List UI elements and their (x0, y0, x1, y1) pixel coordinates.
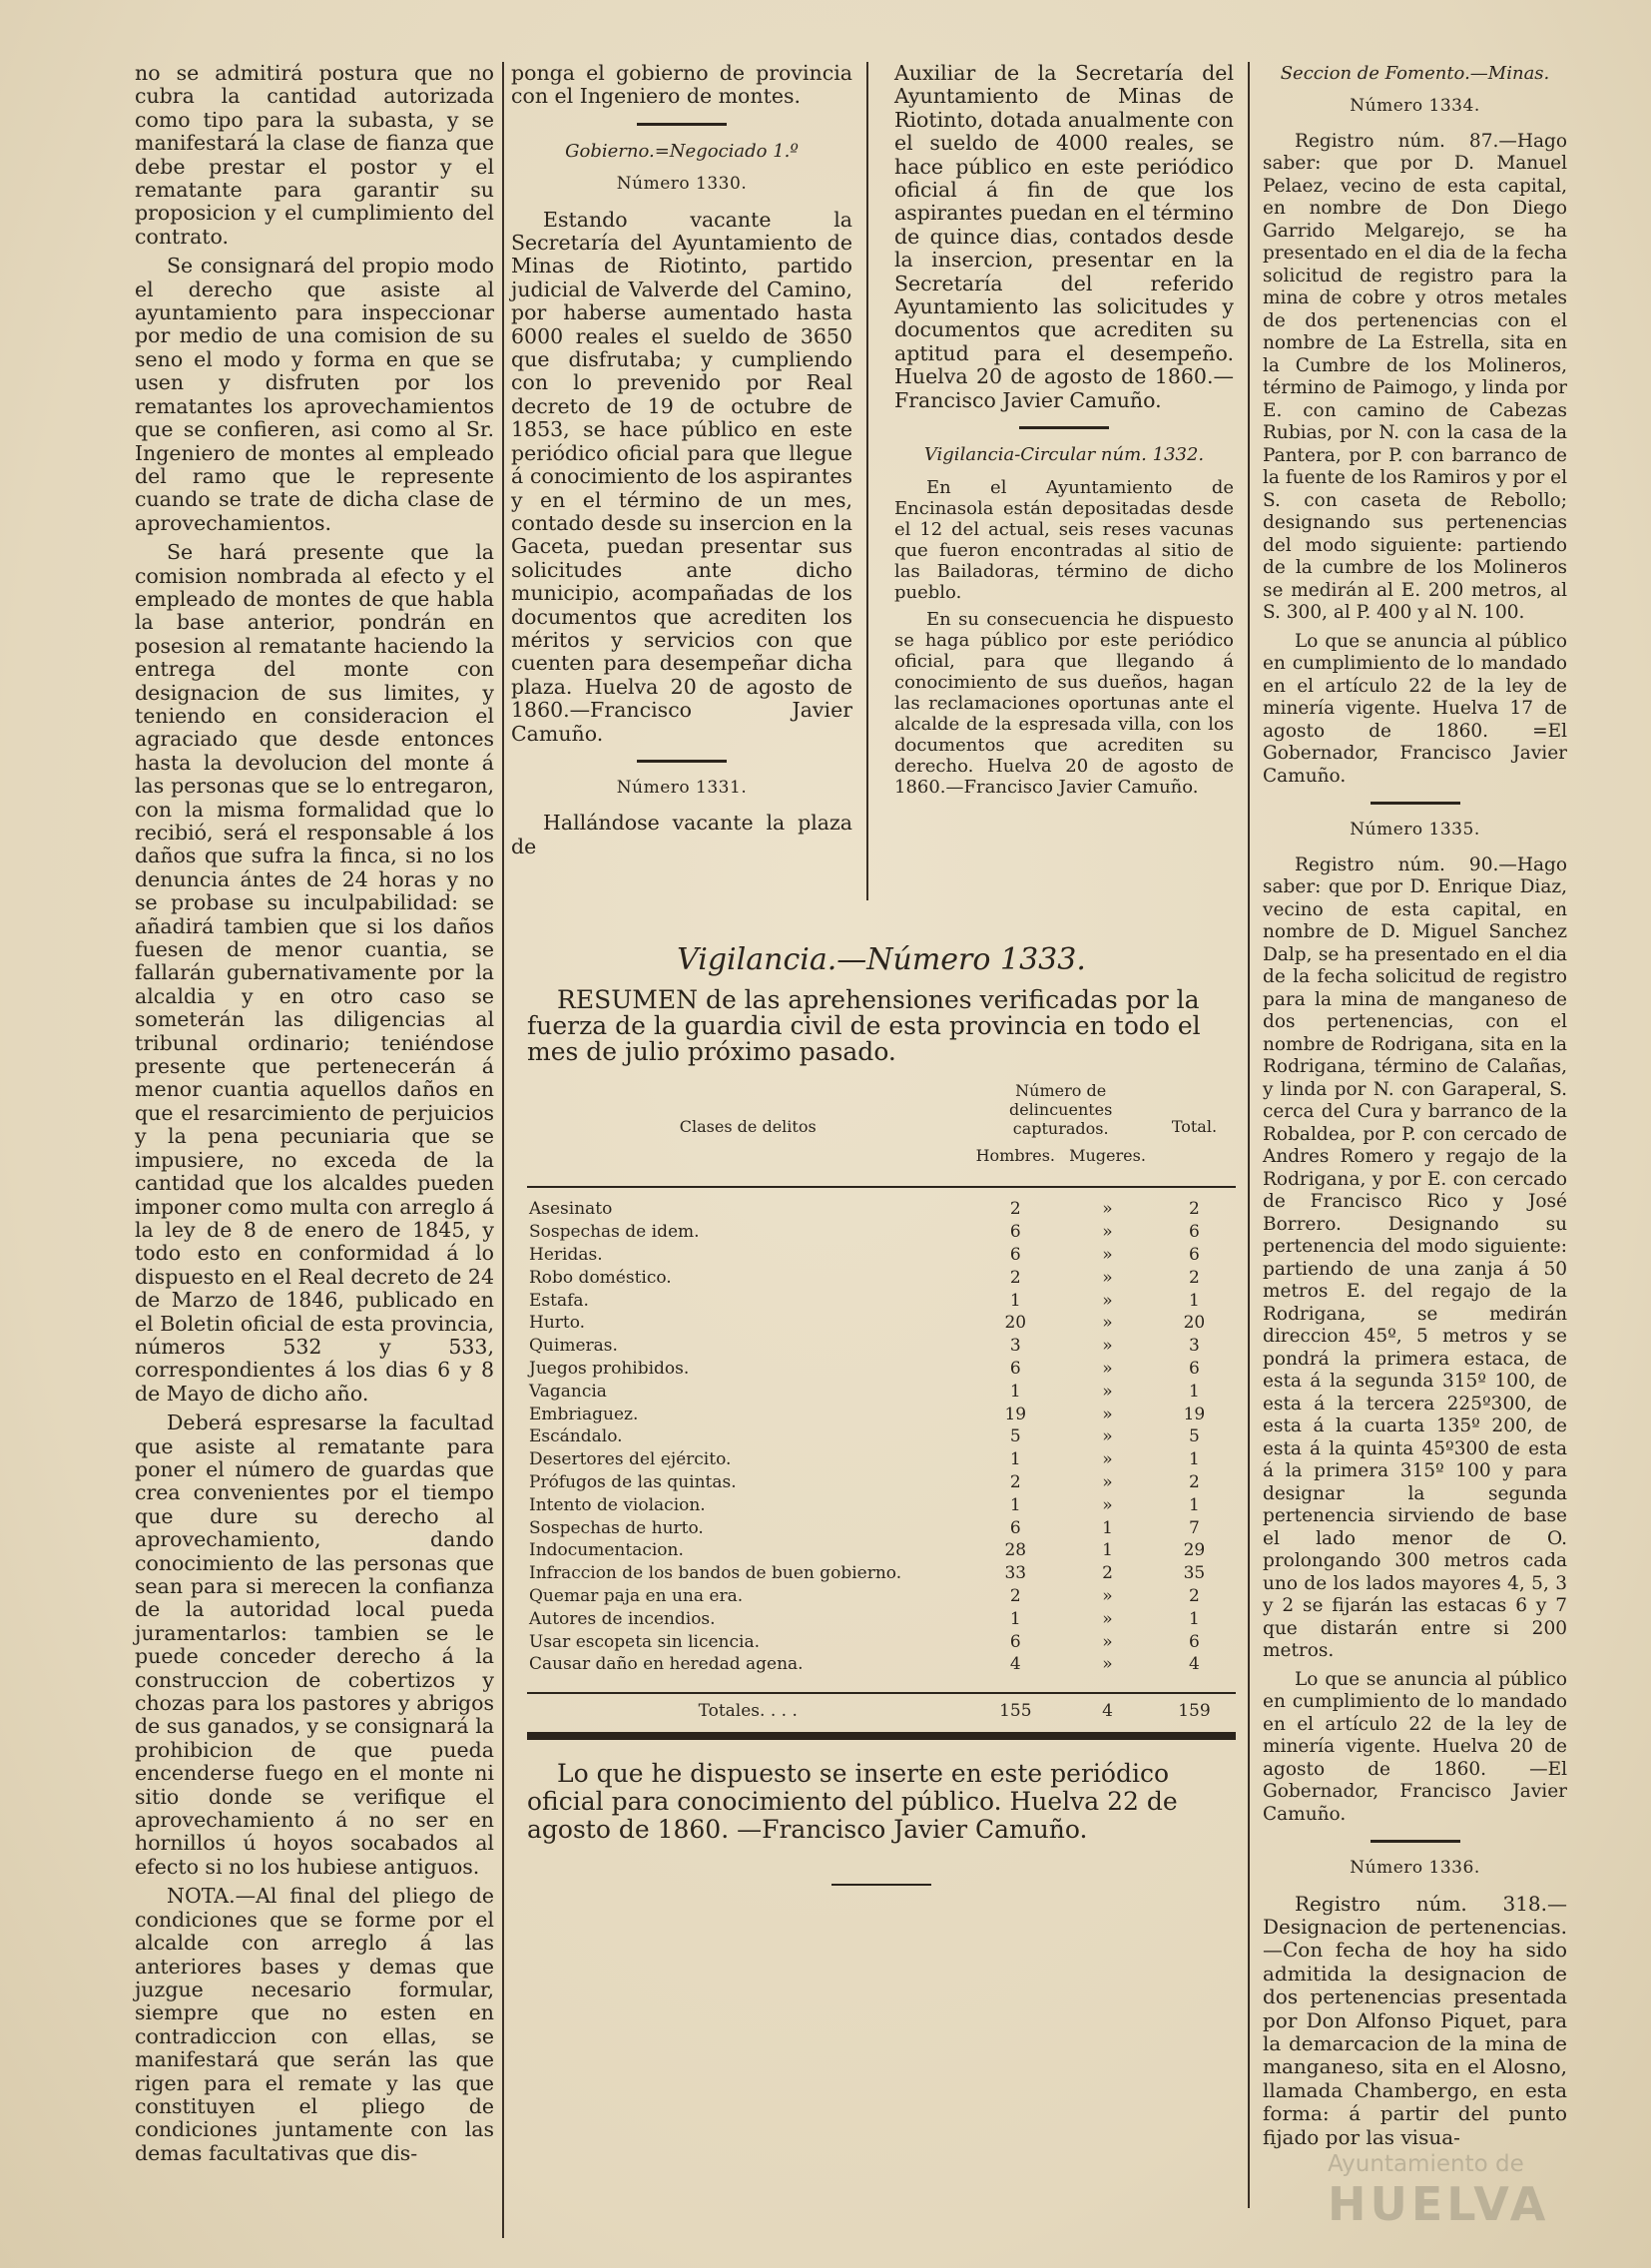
table-row (527, 1425, 1236, 1448)
cell-total: 1 (1189, 1381, 1200, 1402)
column-rule (1248, 62, 1250, 2208)
cell-mugeres: » (1102, 1449, 1113, 1470)
cell-total: 5 (1189, 1426, 1200, 1447)
cell-mugeres: » (1102, 1381, 1113, 1402)
paragraph: Se consignará del propio modo el derecho que asiste al ayuntamiento para inspeccionar por medio de una comision de su seno el modo y forma en que se usen y disfruten por los rematantes los aprovechamientos que se confieren, asi como al Sr. Ingeniero de montes al empleado del ramo que le represente cuando se trate de dicha clase de aprovechamientos. (135, 254, 494, 535)
cell-total: 2 (1189, 1471, 1200, 1492)
totals-mugeres: 4 (1102, 1700, 1113, 1721)
table-row (527, 1448, 1236, 1471)
paragraph: Hallándose vacante la plaza de (511, 811, 852, 858)
paragraph: NOTA.—Al final del pliego de condiciones que se forme por el alcalde con arreglo á las anteriores bases y demas que juzgue necesario formular, siempre que no esten en contradiccion con ellas, se manifestará que serán las que rigen para el remate y las que constituyen el pliego de condiciones juntamente con las demas facultativas que dis- (135, 1884, 494, 2165)
number-heading: Número 1330. (616, 174, 748, 195)
summary-intro: RESUMEN de las aprehensiones verificadas por la fuerza de la guardia civil de esta provincia en todo el mes de julio próximo pasado. (527, 985, 1201, 1066)
number-heading: Número 1331. (616, 777, 748, 798)
cell-total: 1 (1189, 1494, 1200, 1515)
cell-delito: Hurto. (529, 1313, 586, 1334)
cell-total: 6 (1189, 1244, 1200, 1265)
cell-mugeres: » (1102, 1585, 1113, 1606)
cell-delito: Usar escopeta sin licencia. (529, 1631, 760, 1652)
separator (1371, 802, 1460, 805)
watermark-line-1: Ayuntamiento de (1328, 2151, 1524, 2177)
header-total: Total. (1171, 1117, 1218, 1136)
table-row (527, 1403, 1236, 1425)
header-group: Número de delincuentes capturados. (1008, 1081, 1113, 1138)
cell-mugeres: » (1102, 1494, 1113, 1515)
separator (1019, 426, 1109, 429)
column-rule (502, 62, 504, 2238)
table-row (527, 1358, 1236, 1381)
table-row (527, 1244, 1236, 1267)
cell-hombres: 6 (1009, 1222, 1021, 1243)
paragraph: Lo que se anuncia al público en cumplimiento de lo mandado en el artículo 22 de la ley de minería vigente. Huelva 17 de agosto de 1860. =El Gobernador, Francisco Javier Camuño. (1263, 630, 1567, 787)
paragraph: Deberá espresarse la facultad que asiste al rematante para poner el número de guardas que crea convenientes por el tiempo que dure su derecho al aprovechamiento, dando conocimiento de las personas que sean para si merecen la confianza de la autoridad local pueda juramentarlos: tambien se le puede conceder derecho á la construccion de cobertizos y chozas para los pastores y abrigos de sus ganados, y se consignará la prohibicion de que pueda encenderse fuego en el monte ni sitio donde se verifique el aprovechamiento á no ser en hornillos ú hoyos socabados al efecto si no los hubiese antiguos. (135, 1411, 494, 1879)
cell-delito: Escándalo. (529, 1426, 623, 1447)
table-row (527, 1289, 1236, 1312)
cell-hombres: 20 (1004, 1313, 1027, 1334)
cell-total: 6 (1189, 1631, 1200, 1652)
cell-total: 4 (1189, 1654, 1200, 1675)
table-row (527, 1471, 1236, 1494)
cell-delito: Sospechas de idem. (529, 1222, 700, 1243)
totals-hombres: 155 (999, 1700, 1032, 1721)
number-heading: Número 1335. (1350, 820, 1480, 841)
cell-hombres: 5 (1009, 1426, 1021, 1447)
cell-delito: Quimeras. (529, 1336, 618, 1357)
cell-mugeres: » (1102, 1404, 1113, 1424)
cell-delito: Robo doméstico. (529, 1267, 672, 1288)
cell-total: 2 (1189, 1585, 1200, 1606)
cell-mugeres: » (1102, 1313, 1113, 1334)
cell-total: 3 (1189, 1336, 1200, 1357)
arrests-table (527, 1081, 1236, 1728)
closing-paragraph: Lo que he dispuesto se inserte en este periódico oficial para conocimiento del público. Huelva 22 de agosto de 1860. —Francisco Javier Camuño. (527, 1758, 1178, 1844)
cell-hombres: 4 (1009, 1654, 1021, 1675)
cell-delito: Causar daño en heredad agena. (529, 1654, 804, 1675)
section-heading: Vigilancia.—Número 1333. (677, 942, 1086, 977)
cell-delito: Sospechas de hurto. (529, 1517, 704, 1538)
cell-mugeres: » (1102, 1199, 1113, 1220)
cell-total: 19 (1183, 1404, 1206, 1424)
cell-mugeres: » (1102, 1358, 1113, 1379)
cell-mugeres: » (1102, 1608, 1113, 1629)
cell-total: 1 (1189, 1290, 1200, 1311)
table-row (527, 1198, 1236, 1221)
table-row (527, 1653, 1236, 1676)
archive-watermark (1248, 2151, 1567, 2231)
cell-total: 7 (1189, 1517, 1200, 1538)
cell-delito: Heridas. (529, 1244, 603, 1265)
cell-hombres: 6 (1009, 1631, 1021, 1652)
cell-mugeres: » (1102, 1290, 1113, 1311)
cell-total: 2 (1189, 1267, 1200, 1288)
paragraph: Se hará presente que la comision nombrada al efecto y el empleado de montes de que habla la base anterior, pondrán en posesion al rematante haciendo la entrega del monte con designacion de sus limites, y teniendo en consideracion el agraciado que desde entonces hasta la devolucion del monte á las personas que se lo entregaron, con la misma formalidad que lo recibió, será el responsable á los daños que sufra la finca, si no los denuncia ántes de 24 horas y no se probase su inculpabilidad: se añadirá tambien que si los daños fuesen de menor cuantia, se fallarán gubernativamente por la alcaldia y en otro caso se someterán las diligencias al tribunal ordinario; teniéndose presente que pertenecerán á menor cuantia aquellos daños en que el resarcimiento de perjuicios y la pena pecuniaria que se impusiere, no exceda de la cantidad que los alcaldes pueden imponer como multa con arreglo á la ley de 8 de enero de 1845, y todo esto en conformidad á lo dispuesto en el Real decreto de 24 de Marzo de 1846, publicado en el Boletin oficial de esta provincia, números 532 y 533, correspondientes á los dias 6 y 8 de Mayo de dicho año. (135, 540, 494, 1406)
watermark-line-2: HUELVA (1328, 2177, 1550, 2231)
section-heading: Gobierno.=Negociado 1.º (565, 140, 799, 162)
cell-total: 6 (1189, 1222, 1200, 1243)
table-bottom-rule (527, 1732, 1236, 1740)
cell-delito: Indocumentacion. (529, 1540, 684, 1561)
cell-delito: Embriaguez. (529, 1404, 639, 1424)
number-heading: Número 1334. (1350, 96, 1480, 117)
table-row (527, 1266, 1236, 1289)
cell-hombres: 19 (1004, 1404, 1027, 1424)
column-1 (135, 62, 494, 2171)
cell-hombres: 33 (1004, 1563, 1027, 1584)
cell-mugeres: » (1102, 1244, 1113, 1265)
cell-delito: Juegos prohibidos. (529, 1358, 690, 1379)
paragraph: Registro núm. 87.—Hago saber: que por D. Manuel Pelaez, vecino de esta capital, en nombre de Don Diego Garrido Melgarejo, se ha presentado en el dia de la fecha solicitud de registro para la mina de cobre y otros metales de dos pertenencias con el nombre de La Estrella, sita en la Cumbre de los Molineros, término de Paimogo, y linda por E. con camino de Cabezas Rubias, por N. con la casa de la Pantera, por P. con barranco de la fuente de los Ramiros y por el S. con caseta de Rebollo; designando sus pertenencias del modo siguiente: partiendo de la cumbre de los Molineros se medirán al E. 200 metros, al S. 300, al P. 400 y al N. 100. (1263, 130, 1567, 624)
cell-delito: Quemar paja en una era. (529, 1585, 744, 1606)
paragraph: Estando vacante la Secretaría del Ayuntamiento de Minas de Riotinto, partido judicial de Valverde del Camino, por haberse aumentado hasta 6000 reales el sueldo de 3650 que disfrutaba; y cumpliendo con lo prevenido por Real decreto de 19 de octubre de 1853, se hace público en este periódico oficial para que llegue á conocimiento de los aspirantes y en el término de un mes, contado desde su insercion en la Gaceta, puedan presentar sus solicitudes ante dicho municipio, acompañadas de los documentos que acrediten los méritos y servicios con que cuenten para desempeñar dicha plaza. Huelva 20 de agosto de 1860.—Francisco Javier Camuño. (511, 207, 852, 746)
paragraph: ponga el gobierno de provincia con el Ingeniero de montes. (511, 61, 852, 109)
separator (1371, 1840, 1460, 1843)
cell-mugeres: » (1102, 1471, 1113, 1492)
cell-delito: Autores de incendios. (529, 1608, 716, 1629)
paragraph: En su consecuencia he dispuesto se haga público por este periódico oficial, para que llegando á conocimiento de sus dueños, hagan las reclamaciones oportunas ante el alcalde de la espresada villa, con los documentos que acrediten su derecho. Huelva 20 de agosto de 1860.—Francisco Javier Camuño. (894, 608, 1234, 798)
cell-mugeres: » (1102, 1426, 1113, 1447)
cell-delito: Intento de violacion. (529, 1494, 706, 1515)
cell-mugeres: » (1102, 1336, 1113, 1357)
cell-hombres: 1 (1009, 1608, 1021, 1629)
cell-total: 1 (1189, 1608, 1200, 1629)
cell-mugeres: » (1102, 1631, 1113, 1652)
cell-delito: Estafa. (529, 1290, 589, 1311)
cell-mugeres: 1 (1102, 1540, 1113, 1561)
cell-delito: Desertores del ejército. (529, 1449, 732, 1470)
table-row (527, 1585, 1236, 1608)
cell-hombres: 6 (1009, 1517, 1021, 1538)
cell-total: 2 (1189, 1199, 1200, 1220)
cell-hombres: 2 (1009, 1585, 1021, 1606)
number-heading: Número 1336. (1350, 1858, 1480, 1879)
table-row (527, 1539, 1236, 1562)
cell-delito: Prófugos de las quintas. (529, 1471, 737, 1492)
paragraph: En el Ayuntamiento de Encinasola están depositadas desde el 12 del actual, seis reses vacunas que fueron encontradas al sitio de las Bailadoras, término de dicho pueblo. (894, 476, 1234, 603)
header-hombres: Hombres. (975, 1145, 1055, 1165)
table-row (527, 1493, 1236, 1516)
cell-total: 1 (1189, 1449, 1200, 1470)
cell-hombres: 3 (1009, 1336, 1021, 1357)
cell-hombres: 2 (1009, 1267, 1021, 1288)
column-2 (511, 62, 852, 864)
section-heading: Seccion de Fomento.—Minas. (1280, 63, 1550, 84)
column-rule (866, 62, 868, 900)
cell-total: 20 (1183, 1313, 1206, 1334)
cell-hombres: 2 (1009, 1471, 1021, 1492)
separator (637, 760, 727, 763)
cell-mugeres: » (1102, 1267, 1113, 1288)
table-row (527, 1562, 1236, 1585)
cell-hombres: 2 (1009, 1199, 1021, 1220)
section-heading: Vigilancia-Circular núm. 1332. (923, 444, 1205, 466)
cell-mugeres: 2 (1102, 1563, 1113, 1584)
table-row (527, 1221, 1236, 1244)
paragraph: Registro núm. 318.—Designacion de pertenencias.—Con fecha de hoy ha sido admitida la designacion de dos pertenencias presentada por Don Alfonso Piquet, para la demarcacion de la mina de manganeso, sita en el Alosno, llamada Chambergo, en esta forma: á partir del punto fijado por las visua- (1263, 1891, 1567, 2149)
cell-hombres: 6 (1009, 1358, 1021, 1379)
cell-mugeres: » (1102, 1654, 1113, 1675)
cell-mugeres: 1 (1102, 1517, 1113, 1538)
table-row (527, 1607, 1236, 1630)
cell-hombres: 1 (1009, 1381, 1021, 1402)
table-row (527, 1516, 1236, 1539)
cell-total: 29 (1183, 1540, 1206, 1561)
table-row (527, 1630, 1236, 1653)
header-clases: Clases de delitos (679, 1117, 817, 1136)
cell-total: 6 (1189, 1358, 1200, 1379)
cell-hombres: 6 (1009, 1244, 1021, 1265)
cell-hombres: 1 (1009, 1290, 1021, 1311)
table-row (527, 1335, 1236, 1358)
cell-hombres: 1 (1009, 1449, 1021, 1470)
totals-label: Totales. . . . (698, 1700, 798, 1721)
paragraph: Auxiliar de la Secretaría del Ayuntamiento de Minas de Riotinto, dotada anualmente con el sueldo de 4000 reales, se hace público en este periódico oficial á fin de que los aspirantes puedan en el término de quince dias, contados desde la insercion, presentar en la Secretaría del referido Ayuntamiento las solicitudes y documentos que acrediten su aptitud para el desempeño. Huelva 20 de agosto de 1860.—Francisco Javier Camuño. (894, 61, 1234, 412)
cell-hombres: 1 (1009, 1494, 1021, 1515)
vigilancia-section (527, 942, 1236, 1900)
cell-mugeres: » (1102, 1222, 1113, 1243)
separator (831, 1884, 931, 1886)
table-body (527, 1198, 1236, 1676)
cell-total: 35 (1183, 1563, 1206, 1584)
cell-delito: Asesinato (529, 1199, 613, 1220)
paragraph: no se admitirá postura que no cubra la cantidad autorizada como tipo para la subasta, y se manifestará la clase de fianza que debe prestar el postor y el rematante para garantir su proposicion y el cumplimiento del contrato. (135, 61, 494, 249)
cell-hombres: 28 (1004, 1540, 1027, 1561)
paragraph: Lo que se anuncia al público en cumplimiento de lo mandado en el artículo 22 de la ley de minería vigente. Huelva 20 de agosto de 1860. —El Gobernador, Francisco Javier Camuño. (1263, 1668, 1567, 1825)
column-3 (894, 62, 1234, 804)
totals-total: 159 (1178, 1700, 1211, 1721)
column-4 (1263, 62, 1567, 2155)
paragraph: Registro núm. 90.—Hago saber: que por D. Enrique Diaz, vecino de esta capital, en nombre de D. Miguel Sanchez Dalp, se ha presentado en el dia de la fecha solicitud de registro para la mina de manganeso de dos pertenencias, con el nombre de Rodrigana, sita en la Rodrigana, término de Calañas, y linda por N. con Garaperal, S. cerca del Cura y barranco de la Robaldea, por P. con cercado de Andres Romero y regajo de la Rodrigana, y por E. con cercado de Francisco Rico y José Borrero. Designando su pertenencia del modo siguiente: partiendo de una zanja á 50 metros E. del regajo de la Rodrigana, se medirán direccion 45º, 5 metros y se pondrá la primera estaca, de esta á la segunda 315º 100, de esta á la tercera 225º300, de esta á la cuarta 135º 200, de esta á la quinta 45º300 de esta á la primera 315º 100 y para designar la segunda pertenencia sirviendo de base el lado menor de O. prolongando 300 metros cada uno de los lados mayores 4, 5, 3 y 2 se fijarán las estacas 6 y 7 que distarán entre si 200 metros. (1263, 853, 1567, 1662)
header-mugeres: Mugeres. (1069, 1145, 1146, 1165)
cell-delito: Vagancia (529, 1381, 607, 1402)
separator (637, 123, 727, 126)
table-row (527, 1380, 1236, 1403)
cell-delito: Infraccion de los bandos de buen gobierno. (529, 1563, 902, 1584)
table-row (527, 1312, 1236, 1335)
